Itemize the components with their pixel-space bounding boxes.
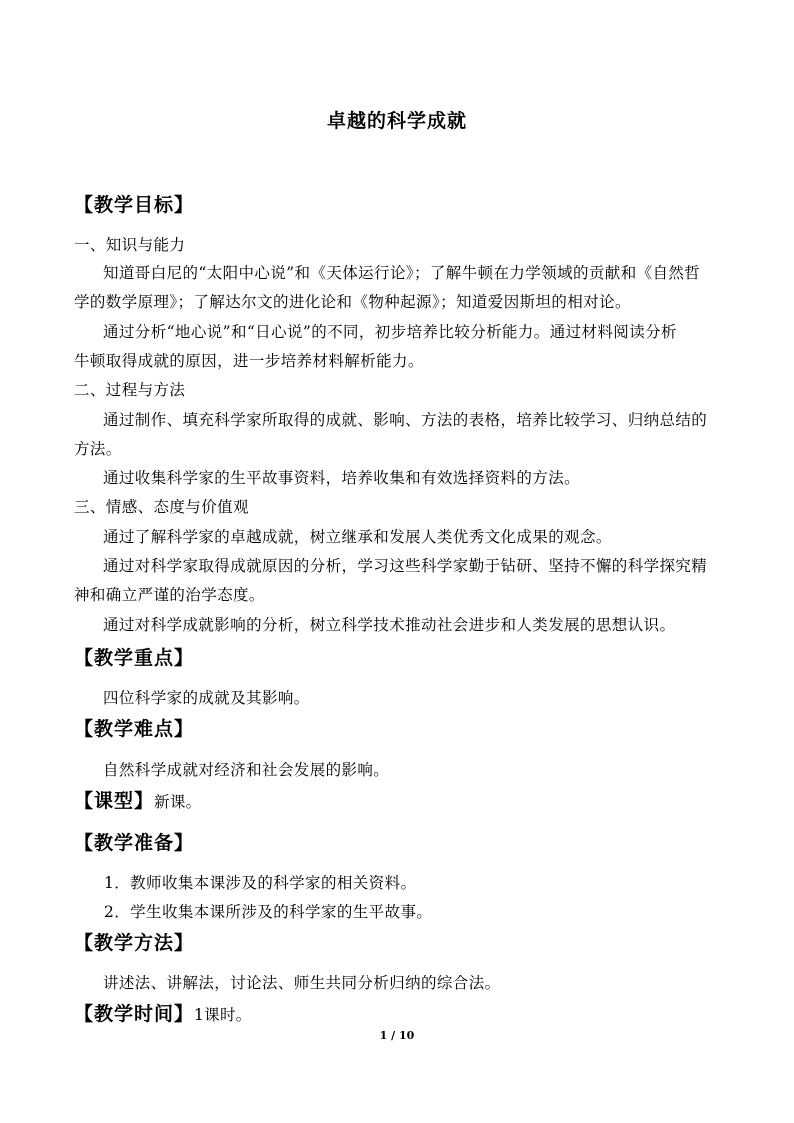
paragraph-line: 牛顿取得成就的原因，进一步培养材料解析能力。 xyxy=(74,352,424,370)
lesson-type-heading: 【课型】 xyxy=(74,790,155,812)
page-number: 1 / 10 xyxy=(379,1029,415,1042)
paragraph-line: 知道哥白尼的“太阳中心说”和《天体运行论》；了解牛顿在力学领域的贡献和《自然哲 xyxy=(103,264,701,282)
methods-heading: 【教学方法】 xyxy=(74,932,195,954)
paragraph-line: 学的数学原理》；了解达尔文的进化论和《物种起源》；知道爱因斯坦的相对论。 xyxy=(74,293,631,311)
preparation-heading: 【教学准备】 xyxy=(74,832,195,854)
section-process-title: 二、过程与方法 xyxy=(74,381,186,399)
paragraph-line: 通过对科学家取得成就原因的分析，学习这些科学家勤于钻研、坚持不懈的科学探究精 xyxy=(103,557,708,575)
difficulties-text: 自然科学成就对经济和社会发展的影响。 xyxy=(103,761,390,779)
paragraph-line: 通过分析“地心说”和“日心说”的不同，初步培养比较分析能力。通过材料阅读分析 xyxy=(103,323,677,341)
section-knowledge-title: 一、知识与能力 xyxy=(74,236,186,254)
time-heading: 【教学时间】 xyxy=(74,1003,195,1025)
paragraph-line: 通过制作、填充科学家所取得的成就、影响、方法的表格，培养比较学习、归纳总结的 xyxy=(103,411,708,429)
difficulties-heading: 【教学难点】 xyxy=(74,718,195,740)
key-points-heading: 【教学重点】 xyxy=(74,647,195,669)
time-text: 1课时。 xyxy=(194,1006,252,1024)
section-attitude-title: 三、情感、态度与价值观 xyxy=(74,498,249,516)
paragraph-line: 通过收集科学家的生平故事资料，培养收集和有效选择资料的方法。 xyxy=(103,469,581,487)
methods-text: 讲述法、讲解法，讨论法、师生共同分析归纳的综合法。 xyxy=(103,974,501,992)
paragraph-line: 神和确立严谨的治学态度。 xyxy=(74,586,265,604)
list-item: 1．教师收集本课涉及的科学家的相关资料。 xyxy=(104,874,417,892)
lesson-type-line xyxy=(74,786,201,813)
list-item: 2．学生收集本课所涉及的科学家的生平故事。 xyxy=(104,903,433,921)
document-title: 卓越的科学成就 xyxy=(326,110,467,132)
time-line xyxy=(74,999,252,1026)
paragraph-line: 方法。 xyxy=(74,440,122,458)
paragraph-line: 通过对科学成就影响的分析，树立科学技术推动社会进步和人类发展的思想认识。 xyxy=(103,616,676,634)
key-points-text: 四位科学家的成就及其影响。 xyxy=(103,689,310,707)
lesson-type-text: 新课。 xyxy=(154,793,202,811)
paragraph-line: 通过了解科学家的卓越成就，树立继承和发展人类优秀文化成果的观念。 xyxy=(103,528,612,546)
objectives-heading: 【教学目标】 xyxy=(74,194,195,216)
